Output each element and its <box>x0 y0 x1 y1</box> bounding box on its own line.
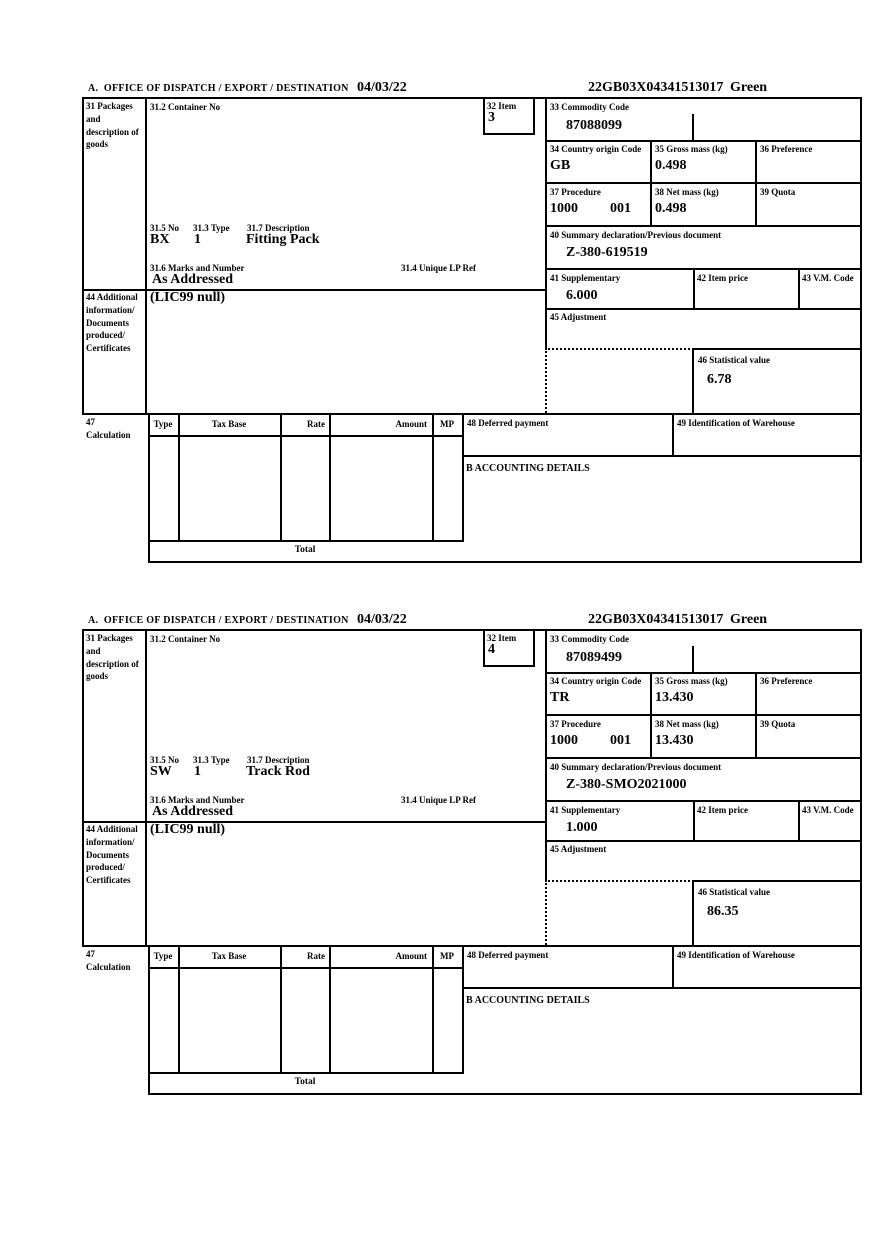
box31-label: 31 Packages and description of goods <box>86 633 139 682</box>
procedure-value: 1000 <box>550 201 578 216</box>
border-line <box>483 133 535 135</box>
box31-6-label: 31.6 Marks and Number <box>150 795 245 805</box>
box31-4-label: 31.4 Unique LP Ref <box>401 795 477 805</box>
box31-6-label: 31.6 Marks and Number <box>150 263 245 273</box>
border-line <box>693 800 695 842</box>
goods-description-value: Track Rod <box>246 764 310 779</box>
calc-mp-header: MP <box>440 419 454 429</box>
box31-3-label: 31.3 Type <box>193 223 230 233</box>
border-line <box>178 945 180 1074</box>
box46-label: 46 Statistical value <box>698 887 770 897</box>
border-line <box>462 413 464 542</box>
office-of-dispatch-label: A. OFFICE OF DISPATCH / EXPORT / DESTINATION <box>88 83 349 94</box>
border-line <box>462 987 862 989</box>
border-line <box>82 97 862 99</box>
dotted-line <box>545 346 547 413</box>
dispatch-date-value: 04/03/22 <box>357 80 407 95</box>
box38-label: 38 Net mass (kg) <box>655 187 719 197</box>
box45-label: 45 Adjustment <box>550 312 607 322</box>
border-line <box>650 672 652 759</box>
item-number-value: 3 <box>488 110 495 125</box>
border-line <box>280 945 282 1074</box>
box39-label: 39 Quota <box>760 187 796 197</box>
border-line <box>462 455 862 457</box>
box33-label: 33 Commodity Code <box>550 634 629 644</box>
box31-2-label: 31.2 Container No <box>150 102 221 112</box>
border-line <box>82 413 862 415</box>
calc-tax-base-header: Tax Base <box>211 951 247 961</box>
previous-document-value: Z-380-619519 <box>566 245 648 260</box>
border-line <box>692 880 694 947</box>
package-code-value: BX <box>150 232 170 247</box>
border-line <box>692 348 862 350</box>
border-line <box>483 629 485 667</box>
supplementary-value: 6.000 <box>566 288 598 303</box>
box40-label: 40 Summary declaration/Previous document <box>550 762 722 772</box>
border-line <box>798 800 800 842</box>
border-line <box>82 629 84 947</box>
box43-label: 43 V.M. Code <box>802 805 854 815</box>
net-mass-value: 0.498 <box>655 201 687 216</box>
border-line <box>145 629 147 947</box>
box45-label: 45 Adjustment <box>550 844 607 854</box>
gross-mass-value: 0.498 <box>655 158 687 173</box>
border-line <box>860 97 862 563</box>
border-line <box>432 945 434 1074</box>
box49-label: 49 Identification of Warehouse <box>677 950 795 960</box>
box31-4-label: 31.4 Unique LP Ref <box>401 263 477 273</box>
dotted-line <box>545 348 694 350</box>
box35-label: 35 Gross mass (kg) <box>655 676 728 686</box>
office-of-dispatch-label: A. OFFICE OF DISPATCH / EXPORT / DESTINATION <box>88 615 349 626</box>
sad-continuation-form <box>82 614 864 1096</box>
border-line <box>462 945 464 1074</box>
border-line <box>693 268 695 310</box>
gross-mass-value: 13.430 <box>655 690 694 705</box>
box40-label: 40 Summary declaration/Previous document <box>550 230 722 240</box>
border-line <box>692 646 694 674</box>
net-mass-value: 13.430 <box>655 733 694 748</box>
border-line <box>545 225 862 227</box>
border-line <box>148 1093 862 1095</box>
border-line <box>432 413 434 542</box>
box34-label: 34 Country origin Code <box>550 144 642 154</box>
box36-label: 36 Preference <box>760 144 813 154</box>
box35-label: 35 Gross mass (kg) <box>655 144 728 154</box>
box41-label: 41 Supplementary <box>550 805 621 815</box>
border-line <box>329 413 331 542</box>
calc-rate-header: Rate <box>307 951 325 961</box>
box48-label: 48 Deferred payment <box>467 418 549 428</box>
box44-label: 44 Additional information/ Documents produced/ Certificates <box>86 292 138 354</box>
box31-3-label: 31.3 Type <box>193 755 230 765</box>
calc-amount-header: Amount <box>395 419 427 429</box>
accounting-details-label: B ACCOUNTING DETAILS <box>466 463 590 474</box>
border-line <box>280 413 282 542</box>
box31-2-label: 31.2 Container No <box>150 634 221 644</box>
border-line <box>860 629 862 1095</box>
box36-label: 36 Preference <box>760 676 813 686</box>
calc-type-header: Type <box>153 951 173 961</box>
border-line <box>82 945 862 947</box>
country-origin-value: GB <box>550 158 571 173</box>
movement-reference-value: 22GB03X04341513017 <box>588 80 724 95</box>
routing-status-value: Green <box>730 80 768 95</box>
box42-label: 42 Item price <box>697 273 748 283</box>
procedure-value: 1000 <box>550 733 578 748</box>
package-type-value: 1 <box>194 232 201 247</box>
box44-label: 44 Additional information/ Documents produced/ Certificates <box>86 824 138 886</box>
border-line <box>545 800 862 802</box>
border-line <box>755 672 757 759</box>
previous-document-value: Z-380-SMO2021000 <box>566 777 687 792</box>
border-line <box>672 945 674 989</box>
box31-7-label: 31.7 Description <box>247 755 310 765</box>
border-line <box>545 672 862 674</box>
box32-label: 32 Item <box>487 633 517 643</box>
statistical-value: 86.35 <box>707 904 739 919</box>
box31-5-label: 31.5 No <box>150 755 179 765</box>
box39-label: 39 Quota <box>760 719 796 729</box>
box47-label: 47 Calculation <box>86 417 131 440</box>
procedure-ext-value: 001 <box>610 201 631 216</box>
border-line <box>533 97 535 135</box>
calc-type-header: Type <box>153 419 173 429</box>
border-line <box>148 1072 464 1074</box>
box48-label: 48 Deferred payment <box>467 950 549 960</box>
border-line <box>148 540 464 542</box>
supplementary-value: 1.000 <box>566 820 598 835</box>
border-line <box>755 140 757 227</box>
border-line <box>692 880 862 882</box>
goods-description-value: Fitting Pack <box>246 232 320 247</box>
border-line <box>329 945 331 1074</box>
box34-label: 34 Country origin Code <box>550 676 642 686</box>
border-line <box>545 840 862 842</box>
calc-total-label: Total <box>294 1077 316 1087</box>
box41-label: 41 Supplementary <box>550 273 621 283</box>
box31-label: 31 Packages and description of goods <box>86 101 139 150</box>
box31-7-label: 31.7 Description <box>247 223 310 233</box>
box32-label: 32 Item <box>487 101 517 111</box>
additional-info-value: (LIC99 null) <box>150 822 226 837</box>
sad-continuation-form <box>82 82 864 564</box>
border-line <box>545 757 862 759</box>
package-type-value: 1 <box>194 764 201 779</box>
package-code-value: SW <box>150 764 172 779</box>
border-line <box>545 629 547 880</box>
border-line <box>798 268 800 310</box>
border-line <box>148 561 862 563</box>
item-number-value: 4 <box>488 642 495 657</box>
additional-info-value: (LIC99 null) <box>150 290 226 305</box>
dotted-line <box>545 878 547 945</box>
marks-value: As Addressed <box>152 272 234 287</box>
box33-label: 33 Commodity Code <box>550 102 629 112</box>
procedure-ext-value: 001 <box>610 733 631 748</box>
border-line <box>545 182 862 184</box>
accounting-details-label: B ACCOUNTING DETAILS <box>466 995 590 1006</box>
calc-mp-header: MP <box>440 951 454 961</box>
border-line <box>545 714 862 716</box>
box47-label: 47 Calculation <box>86 949 131 972</box>
calc-tax-base-header: Tax Base <box>211 419 247 429</box>
country-origin-value: TR <box>550 690 570 705</box>
border-line <box>692 348 694 415</box>
box37-label: 37 Procedure <box>550 719 601 729</box>
calc-total-label: Total <box>294 545 316 555</box>
calc-amount-header: Amount <box>395 951 427 961</box>
dispatch-date-value: 04/03/22 <box>357 612 407 627</box>
border-line <box>148 967 464 969</box>
routing-status-value: Green <box>730 612 768 627</box>
border-line <box>82 97 84 415</box>
box43-label: 43 V.M. Code <box>802 273 854 283</box>
commodity-code-value: 87088099 <box>566 118 622 133</box>
border-line <box>178 413 180 542</box>
border-line <box>545 308 862 310</box>
border-line <box>145 97 147 415</box>
border-line <box>483 97 485 135</box>
box31-5-label: 31.5 No <box>150 223 179 233</box>
movement-reference-value: 22GB03X04341513017 <box>588 612 724 627</box>
box49-label: 49 Identification of Warehouse <box>677 418 795 428</box>
statistical-value: 6.78 <box>707 372 732 387</box>
box42-label: 42 Item price <box>697 805 748 815</box>
border-line <box>82 629 862 631</box>
border-line <box>692 114 694 142</box>
border-line <box>483 665 535 667</box>
commodity-code-value: 87089499 <box>566 650 622 665</box>
border-line <box>545 268 862 270</box>
dotted-line <box>545 880 694 882</box>
box46-label: 46 Statistical value <box>698 355 770 365</box>
border-line <box>650 140 652 227</box>
border-line <box>545 140 862 142</box>
border-line <box>672 413 674 457</box>
calc-rate-header: Rate <box>307 419 325 429</box>
box38-label: 38 Net mass (kg) <box>655 719 719 729</box>
border-line <box>545 97 547 348</box>
marks-value: As Addressed <box>152 804 234 819</box>
box37-label: 37 Procedure <box>550 187 601 197</box>
border-line <box>148 435 464 437</box>
border-line <box>533 629 535 667</box>
